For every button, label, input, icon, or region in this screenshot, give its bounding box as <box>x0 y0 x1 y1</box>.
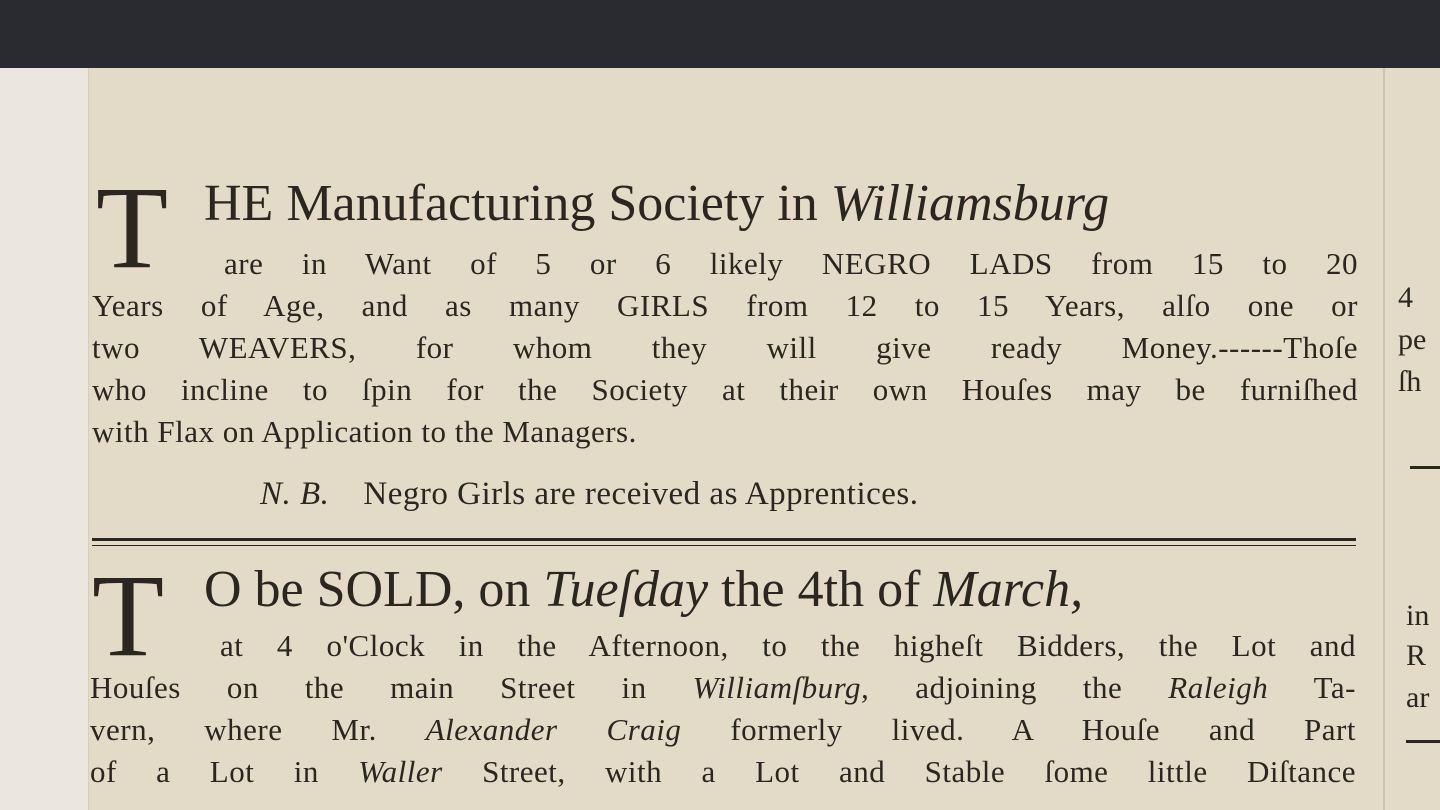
nb-label: N. B. <box>260 476 330 512</box>
ad2-line-2 <box>90 668 1356 708</box>
ad2-line-2-a: Houſes on the main Street in <box>90 670 693 705</box>
ad2-line-2-d: Raleigh <box>1168 670 1269 705</box>
edge-text-2: pe <box>1398 323 1427 356</box>
edge-text-4: in <box>1406 599 1430 632</box>
ad2-line-2-e: Ta- <box>1268 670 1356 705</box>
column-fold <box>1383 68 1385 810</box>
ad2-headline <box>204 560 1083 620</box>
ad2-line-3-c: formerly lived. A Houſe and Part <box>681 712 1356 747</box>
ad2-headline-text-2: the 4th of <box>708 561 934 618</box>
ad1-note <box>260 472 919 516</box>
ad2-line-3-a: vern, where Mr. <box>90 712 426 747</box>
nb-text: Negro Girls are received as Apprentices. <box>363 476 919 512</box>
edge-rule-1 <box>1410 466 1440 469</box>
edge-text-1: 4 <box>1398 281 1413 314</box>
ad2-line-4-c: Street, with a Lot and Stable ſome little Diſtance <box>442 754 1356 789</box>
ad1-dropcap: T <box>96 162 169 293</box>
ad2-headline-day: Tueſday <box>543 561 709 618</box>
ad2-line-4 <box>90 752 1356 792</box>
ad1-line-3: two WEAVERS, for whom they will give ready Money.------Thoſe <box>92 330 1358 365</box>
ad2-line-4-b: Waller <box>358 754 443 789</box>
binding-tape <box>0 68 89 810</box>
ad1-line-4: who incline to ſpin for the Society at their own Houſes may be furniſhed <box>92 372 1358 407</box>
ad1-headline <box>204 174 1109 234</box>
edge-text-5: R <box>1406 639 1427 672</box>
ad1-line-2: Years of Age, and as many GIRLS from 12 to 15 Years, alſo one or <box>92 288 1358 323</box>
ad2-line-3-b: Alexander Craig <box>425 712 682 747</box>
ad1-headline-text: HE Manufacturing Society in <box>204 175 831 232</box>
ad1-line-1: are in Want of 5 or 6 likely NEGRO LADS from 15 to 20 <box>224 246 1358 281</box>
ad2-line-2-b: Williamſburg, <box>692 670 870 705</box>
edge-text-6: ar <box>1406 681 1430 714</box>
ad1-headline-place: Williamsburg <box>830 175 1110 232</box>
ad2-headline-text-1: O be SOLD, on <box>204 561 544 618</box>
ad1-line-5: with Flax on Application to the Managers. <box>92 414 637 449</box>
edge-text-3: ſh <box>1398 365 1422 398</box>
ad2-line-4-a: of a Lot in <box>90 754 359 789</box>
ad2-dropcap: T <box>92 550 165 681</box>
newspaper-page <box>0 68 1440 810</box>
ad2-line-1: at 4 o'Clock in the Afternoon, to the higheſt Bidders, the Lot and <box>220 628 1356 663</box>
ad2-headline-month: March, <box>933 561 1084 618</box>
ad2-line-3 <box>90 710 1356 750</box>
section-divider <box>92 538 1356 546</box>
ad2-line-2-c: adjoining the <box>869 670 1169 705</box>
edge-rule-2 <box>1406 740 1440 743</box>
